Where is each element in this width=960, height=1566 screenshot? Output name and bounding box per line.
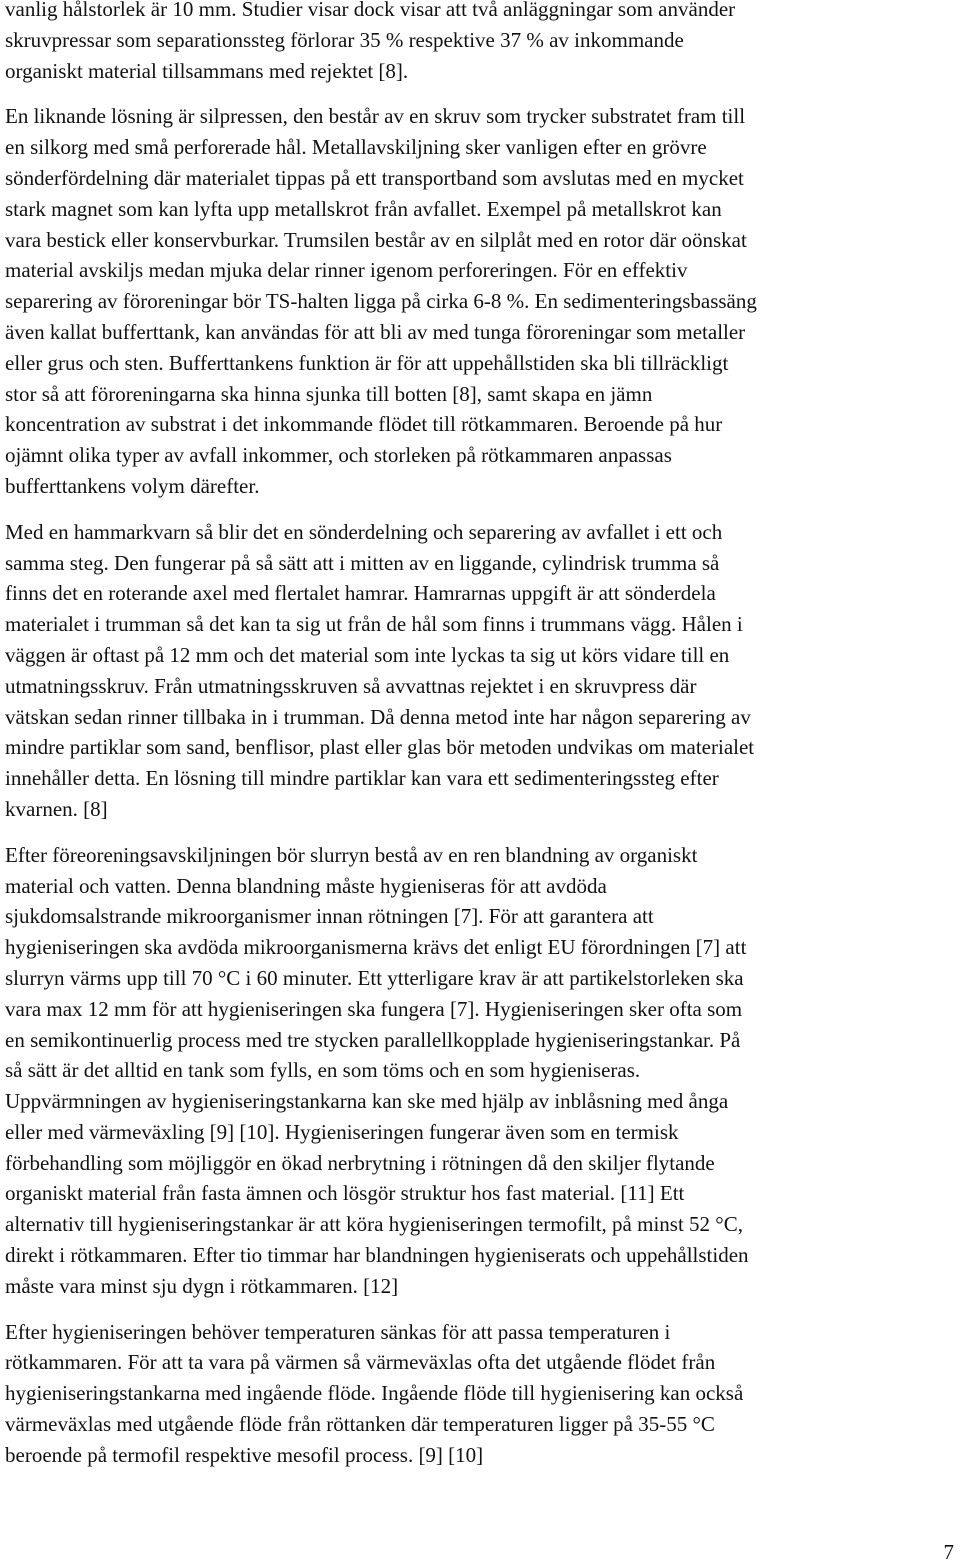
text-line: mindre partiklar som sand, benflisor, plast eller glas bör metoden undvikas om materialet (5, 735, 755, 760)
paragraph-4 (5, 840, 957, 1302)
text-line: stark magnet som kan lyfta upp metallskrot från avfallet. Exempel på metallskrot kan (5, 196, 722, 221)
text-line: vara bestick eller konservburkar. Trumsilen består av en silplåt med en rotor där oönskat (5, 227, 747, 252)
text-line: sönderfördelning där materialet tippas på ett transportband som avslutas med en mycket (5, 165, 744, 190)
paragraph-1 (5, 0, 957, 86)
text-line: vätskan sedan rinner tillbaka in i trumman. Då denna metod inte har någon separering av (5, 704, 751, 729)
text-line: ojämnt olika typer av avfall inkommer, och storleken på rötkammaren anpassas (5, 443, 672, 468)
text-line: även kallat bufferttank, kan användas för att bli av med tunga föroreningar som metaller (5, 319, 746, 344)
text-line: hygieniseringstankarna med ingående flöde. Ingående flöde till hygienisering kan också (5, 1381, 744, 1406)
body-text (5, 0, 957, 1486)
text-line: material och vatten. Denna blandning måste hygieniseras för att avdöda (5, 873, 607, 898)
text-line: sjukdomsalstrande mikroorganismer innan rötningen [7]. För att garantera att (5, 904, 654, 929)
text-line: så sätt är det alltid en tank som fylls, en som töms och en som hygieniseras. (5, 1058, 641, 1083)
text-line: vanlig hålstorlek är 10 mm. Studier visar dock visar att två anläggningar som använder (5, 0, 736, 21)
text-line: värmeväxlas med utgående flöde från röttanken där temperaturen ligger på 35-55 °C (5, 1412, 715, 1437)
text-line: materialet i trumman så det kan ta sig ut från de hål som finns i trummans vägg. Hålen i (5, 612, 743, 637)
text-line: direkt i rötkammaren. Efter tio timmar har blandningen hygieniserats och uppehållstiden (5, 1243, 749, 1268)
text-line: kvarnen. [8] (5, 796, 108, 821)
text-line: Efter föreoreningsavskiljningen bör slurryn bestå av en ren blandning av organiskt (5, 842, 698, 867)
text-line: material avskiljs medan mjuka delar rinner igenom perforeringen. För en effektiv (5, 258, 688, 283)
text-line: rötkammaren. För att ta vara på värmen så värmeväxlas ofta det utgående flödet från (5, 1350, 716, 1375)
text-line: förbehandling som möjliggör en ökad nerbrytning i rötningen då den skiljer flytande (5, 1150, 715, 1175)
text-line: koncentration av substrat i det inkommande flödet till rötkammaren. Beroende på hur (5, 412, 723, 437)
text-line: samma steg. Den fungerar på så sätt att i mitten av en liggande, cylindrisk trumma så (5, 550, 720, 575)
text-line: bufferttankens volym därefter. (5, 473, 260, 498)
text-line: måste vara minst sju dygn i rötkammaren. [12] (5, 1273, 399, 1298)
text-line: väggen är oftast på 12 mm och det material som inte lyckas ta sig ut körs vidare till en (5, 642, 730, 667)
text-line: separering av föroreningar bör TS-halten ligga på cirka 6-8 %. En sedimenteringsbassäng (5, 289, 757, 314)
paragraph-5 (5, 1317, 957, 1471)
text-line: finns det en roterande axel med flertalet hamrar. Hamrarnas uppgift är att sönderdela (5, 581, 716, 606)
text-line: Efter hygieniseringen behöver temperaturen sänkas för att passa temperaturen i (5, 1319, 671, 1344)
paragraph-3 (5, 517, 957, 825)
text-line: Med en hammarkvarn så blir det en sönderdelning och separering av avfallet i ett och (5, 519, 723, 544)
text-line: En liknande lösning är silpressen, den består av en skruv som trycker substratet fram till (5, 104, 746, 129)
text-line: beroende på termofil respektive mesofil process. [9] [10] (5, 1442, 484, 1467)
text-line: hygieniseringen ska avdöda mikroorganismerna krävs det enligt EU förordningen [7] att (5, 935, 747, 960)
text-line: vara max 12 mm för att hygieniseringen ska fungera [7]. Hygieniseringen sker ofta som (5, 996, 743, 1021)
text-line: skruvpressar som separationssteg förlorar 35 % respektive 37 % av inkommande (5, 27, 684, 52)
text-line: utmatningsskruv. Från utmatningsskruven så avvattnas rejektet i en skruvpress där (5, 673, 697, 698)
text-line: eller med värmeväxling [9] [10]. Hygieniseringen fungerar även som en termisk (5, 1119, 679, 1144)
text-line: eller grus och sten. Bufferttankens funktion är för att uppehållstiden ska bli tillräckligt (5, 350, 729, 375)
text-line: Uppvärmningen av hygieniseringstankarna kan ske med hjälp av inblåsning med ånga (5, 1089, 729, 1114)
text-line: en silkorg med små perforerade hål. Metallavskiljning sker vanligen efter en grövre (5, 135, 707, 160)
page-number: 7 (943, 1540, 954, 1564)
text-line: alternativ till hygieniseringstankar är att köra hygieniseringen termofilt, på minst 52 °C, (5, 1212, 743, 1237)
text-line: stor så att föroreningarna ska hinna sjunka till botten [8], samt skapa en jämn (5, 381, 653, 406)
paragraph-2 (5, 101, 957, 501)
text-line: slurryn värms upp till 70 °C i 60 minuter. Ett ytterligare krav är att partikelstorleken ska (5, 965, 744, 990)
text-line: organiskt material från fasta ämnen och lösgör struktur hos fast material. [11] Ett (5, 1181, 685, 1206)
text-line: organiskt material tillsammans med rejektet [8]. (5, 58, 409, 83)
text-line: innehåller detta. En lösning till mindre partiklar kan vara ett sedimenteringssteg efter (5, 766, 719, 791)
text-line: en semikontinuerlig process med tre stycken parallellkopplade hygieniseringstankar. På (5, 1027, 741, 1052)
